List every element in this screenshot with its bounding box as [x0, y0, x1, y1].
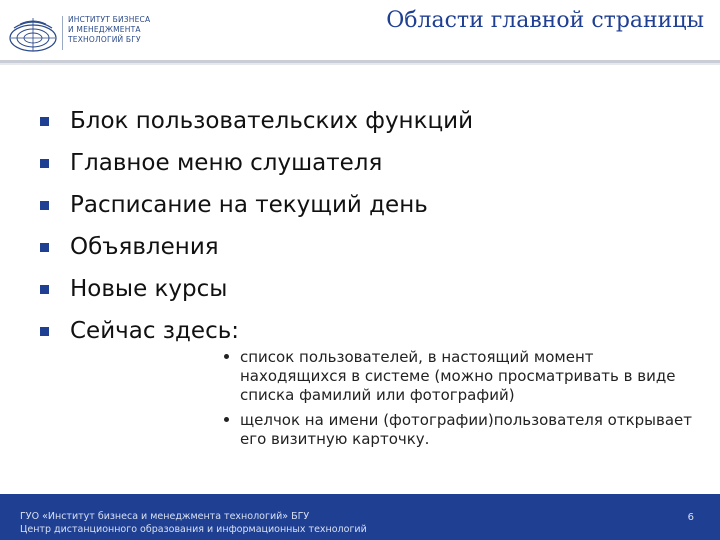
- list-item: [40, 268, 473, 310]
- list-item: [40, 184, 473, 226]
- footer-department: Центр дистанционного образования и информационных технологий: [20, 524, 367, 535]
- footer-institution: ГУО «Институт бизнеса и менеджмента технологий» БГУ: [20, 511, 310, 522]
- header-divider-shadow: [0, 63, 720, 65]
- main-bullet-list: [40, 100, 473, 352]
- round-bullet-icon: [224, 354, 229, 359]
- list-item: [40, 142, 473, 184]
- square-bullet-icon: [40, 285, 49, 294]
- org-line: ИНСТИТУТ БИЗНЕСА: [68, 15, 151, 24]
- footer-bar: [0, 494, 720, 540]
- org-line: И МЕНЕДЖМЕНТА: [68, 25, 141, 34]
- sub-bullet-list: [222, 348, 692, 455]
- list-item: [40, 226, 473, 268]
- round-bullet-icon: [224, 417, 229, 422]
- square-bullet-icon: [40, 117, 49, 126]
- organization-name: [68, 15, 188, 45]
- sub-list-item: [222, 348, 692, 405]
- org-line: ТЕХНОЛОГИЙ БГУ: [68, 35, 141, 44]
- sub-list-item-label: список пользователей, в настоящий момент находящихся в системе (можно просматривать в виде списка фамилий или фотографий): [240, 348, 676, 404]
- square-bullet-icon: [40, 159, 49, 168]
- list-item: [40, 100, 473, 142]
- list-item-label: Сейчас здесь:: [70, 318, 240, 344]
- square-bullet-icon: [40, 201, 49, 210]
- list-item-label: Блок пользовательских функций: [70, 108, 474, 134]
- list-item-label: Объявления: [70, 234, 219, 260]
- list-item: [40, 310, 473, 352]
- square-bullet-icon: [40, 243, 49, 252]
- logo-separator: [62, 16, 63, 50]
- university-logo-icon: [8, 14, 58, 54]
- list-item-label: Новые курсы: [70, 276, 228, 302]
- square-bullet-icon: [40, 327, 49, 336]
- sub-list-item: [222, 411, 692, 449]
- page-number: 6: [687, 512, 694, 523]
- list-item-label: Главное меню слушателя: [70, 150, 383, 176]
- slide-title: Области главной страницы: [386, 8, 704, 33]
- list-item-label: Расписание на текущий день: [70, 192, 428, 218]
- sub-list-item-label: щелчок на имени (фотографии)пользователя открывает его визитную карточку.: [240, 411, 693, 448]
